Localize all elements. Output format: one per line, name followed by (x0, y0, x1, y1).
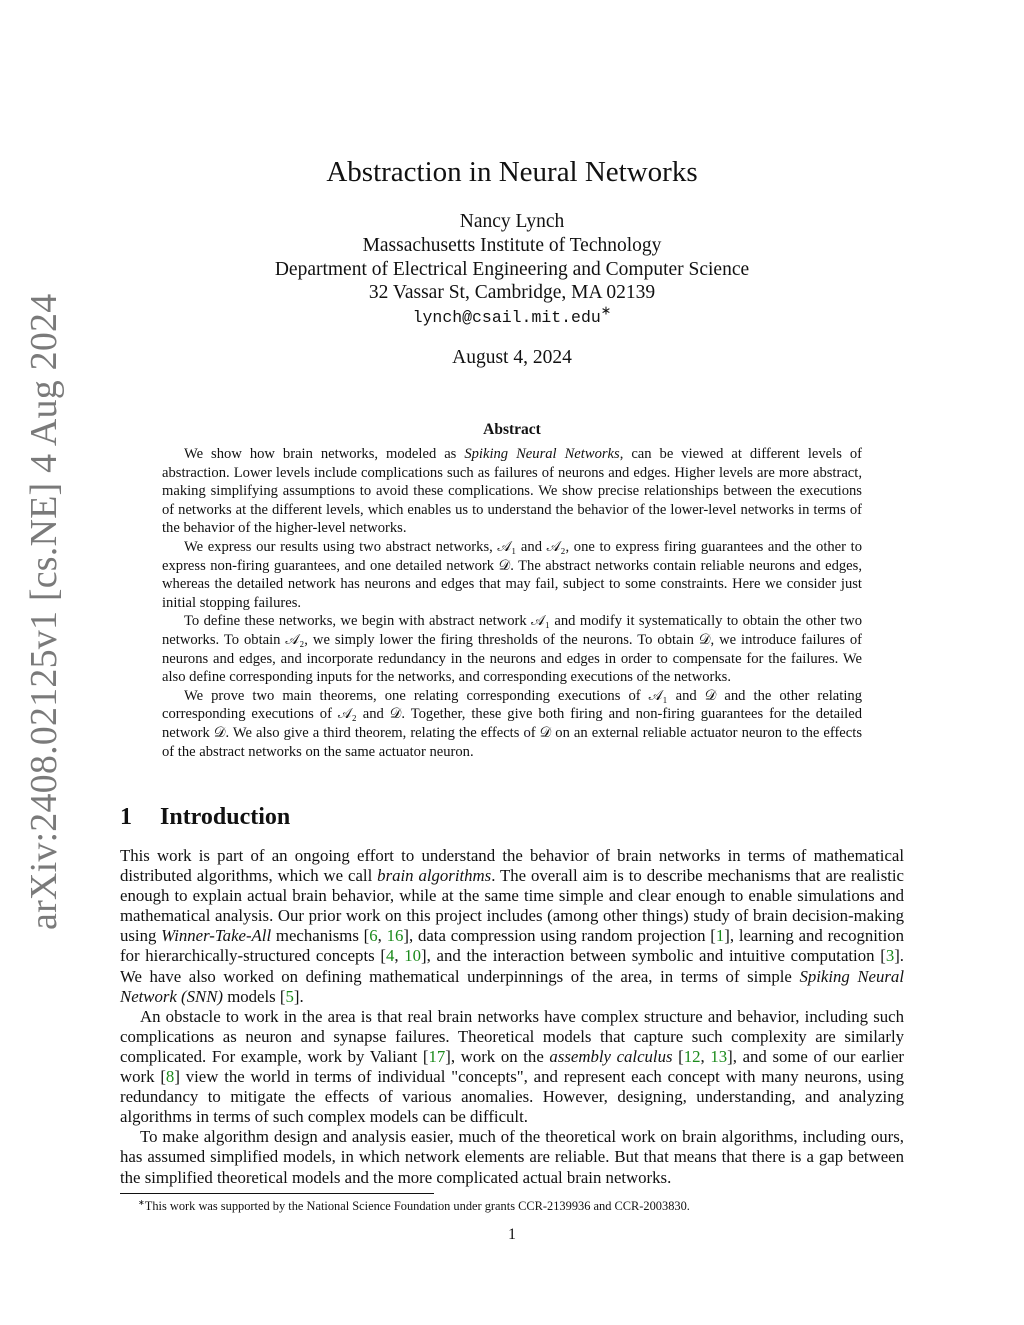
department: Department of Electrical Engineering and Computer Science (274, 258, 750, 280)
abstract-paragraph: To define these networks, we begin with abstract network 𝒜₁ and modify it systematically to obtain the other two networks. To obtain 𝒜₂, we simply lower the firing thresholds of the neurons. To obtain 𝒟, we introduce failures of neurons and edges, and incorporate redundancy in the neurons and edges in order to compensate for the failures. We also define corresponding inputs for the networks, and corresponding executions of the networks. (162, 613, 862, 686)
abstract-body (162, 445, 862, 761)
section-title: Introduction (160, 804, 291, 830)
citation-link[interactable]: 4 (385, 946, 395, 966)
emphasis: Winner-Take-All (161, 926, 272, 946)
abstract-paragraph: We express our results using two abstract networks, 𝒜₁ and 𝒜₂, one to express firing guarantees and the other to express non-firing guarantees, and one detailed network 𝒟. The abstract networks contain reliable neurons and edges, whereas the detailed network has neurons and edges that may fail, subject to some constraints. Here we consider just initial stopping failures. (162, 538, 862, 611)
emphasis: brain algorithms (377, 866, 492, 886)
footnote-divider (120, 1193, 434, 1194)
citation-link[interactable]: 12 (683, 1046, 701, 1066)
footnote (120, 1198, 904, 1214)
emphasis: assembly calculus (549, 1046, 673, 1066)
citation-link[interactable]: 3 (885, 946, 895, 966)
email-footnote-mark: ∗ (600, 303, 612, 318)
body-paragraph: An obstacle to work in the area is that real brain networks have complex structure and behavior, including such complications as neuron and synapse failures. Theoretical models that capture such complexity are similarly complicated. For example, work by Valiant [17], work on the assembly calculus [12, 13], and some of our earlier work [8] view the world in terms of individual "concepts", and represent each concept with many neurons, using redundancy to mitigate the effects of various anomalies. However, designing, understanding, and analyzing algorithms in terms of such complex models can be difficult. (120, 1006, 905, 1127)
email: lynch@csail.mit.edu (412, 308, 601, 328)
section-heading (120, 800, 290, 834)
page-number: 1 (508, 1226, 516, 1243)
citation-link[interactable]: 13 (710, 1046, 728, 1066)
citation-link[interactable]: 16 (386, 926, 404, 946)
body-paragraph: To make algorithm design and analysis easier, much of the theoretical work on brain algorithms, including ours, has assumed simplified models, in which network elements are reliable. But that means that there is a gap between the simplified theoretical models and the more complicated actual brain networks. (120, 1127, 904, 1187)
citation-link[interactable]: 10 (404, 946, 422, 966)
citation-link[interactable]: 5 (285, 986, 294, 1006)
abstract-paragraph: We show how brain networks, modeled as Spiking Neural Networks, can be viewed at different levels of abstraction. Lower levels include complications such as failures of neurons and edges. Higher levels are more abstract, making simplifying assumptions to avoid these complications. We show precise relationships between the executions of networks at the different levels, which enables us to understand the behavior of the lower-level networks in terms of the behavior of the higher-level networks. (162, 446, 862, 537)
emphasis: Spiking Neural Networks (464, 446, 620, 462)
section-number: 1 (120, 804, 132, 830)
citation-link[interactable]: 17 (428, 1046, 446, 1066)
footnote-mark: ∗ (138, 1197, 145, 1207)
email-line (120, 305, 904, 330)
author-name: Nancy Lynch (459, 211, 565, 232)
affiliation: Massachusetts Institute of Technology (362, 234, 662, 256)
footnote-text: This work was supported by the National Science Foundation under grants CCR-2139936 and CCR-2003830. (144, 1199, 690, 1213)
paper-title: Abstraction in Neural Networks (326, 156, 698, 188)
abstract-heading: Abstract (483, 421, 541, 438)
section-body (120, 846, 904, 1188)
arxiv-side-stamp: arXiv:2408.02125v1 [cs.NE] 4 Aug 2024 (23, 293, 65, 930)
citation-link[interactable]: 1 (715, 926, 725, 946)
address: 32 Vassar St, Cambridge, MA 02139 (368, 282, 656, 304)
author-block (120, 210, 904, 330)
body-paragraph: This work is part of an ongoing effort to understand the behavior of brain networks in terms of mathematical distributed algorithms, which we call brain algorithms. The overall aim is to describe mechanisms that are realistic enough to explain actual brain behavior, while at the same time simple and clear enough to enable simulations and mathematical analysis. Our prior work on this project includes (among other things) study of brain decision-making using Winner-Take-All mechanisms [6, 16], data compression using random projection [1], learning and recognition for hierarchically-structured concepts [4, 10], and the interaction between symbolic and intuitive computation [3]. We have also worked on defining mathematical underpinnings of the area, in terms of simple Spiking Neural Network (SNN) models [5]. (120, 846, 905, 1006)
citation-link[interactable]: 8 (165, 1067, 175, 1087)
abstract-paragraph: We prove two main theorems, one relating corresponding executions of 𝒜₁ and 𝒟 and the other relating corresponding executions of 𝒜₂ and 𝒟. Together, these give both firing and non-firing guarantees for the detailed network 𝒟. We also give a third theorem, relating the effects of 𝒟 on an external reliable actuator neuron to the effects of the abstract networks on the same actuator neuron. (162, 687, 862, 760)
emphasis: Spiking Neural Network (SNN) (120, 966, 904, 1006)
citation-link[interactable]: 6 (369, 926, 378, 946)
paper-date: August 4, 2024 (452, 347, 572, 368)
